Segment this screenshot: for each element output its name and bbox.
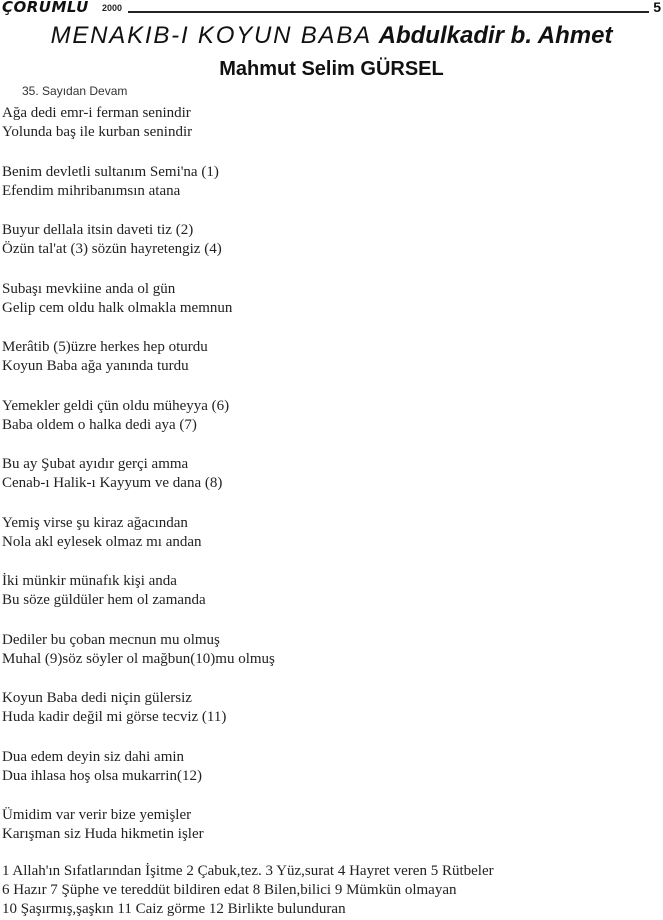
poem-body: [2, 104, 657, 865]
stanza: [2, 221, 657, 280]
poem-line: Koyun Baba ağa yanında turdu: [2, 358, 189, 374]
stanza: [2, 689, 657, 748]
poem-line: Karışman siz Huda hikmetin işler: [2, 826, 204, 842]
poem-line: Efendim mihribanımsın atana: [2, 182, 181, 199]
poem-line: Benim devletli sultanım Semi'na (1): [2, 163, 219, 180]
stanza: [2, 280, 657, 339]
stanza: [2, 455, 657, 514]
poem-line: Bu söze güldüler hem ol zamanda: [2, 592, 206, 608]
stanza: [2, 572, 657, 631]
title-author-original: Abdulkadir b. Ahmet: [378, 22, 613, 49]
stanza: [2, 104, 657, 163]
page-header: [0, 0, 663, 17]
poem-line: Subaşı mevkiine anda ol gün: [2, 280, 176, 297]
stanza: [2, 514, 657, 573]
poem-line: İki münkir münafık kişi anda: [2, 573, 177, 589]
article-title: [0, 22, 663, 50]
poem-line: Yolunda baş ile kurban senindir: [2, 124, 193, 140]
footnotes: [2, 862, 660, 919]
header-rule: [128, 11, 649, 13]
stanza: [2, 338, 657, 397]
continued-note: 35. Sayıdan Devam: [22, 84, 128, 98]
poem-line: Özün tal'at (3) sözün hayretengiz (4): [2, 241, 222, 257]
poem-line: Huda kadir değil mi görse tecviz (11): [2, 709, 227, 725]
footnote-line: 1 Allah'ın Sıfatlarından İşitme 2 Çabuk,tez. 3 Yüz,surat 4 Hayret veren 5 Rütbeler: [2, 863, 494, 879]
poem-line: Dediler bu çoban mecnun mu olmuş: [2, 631, 220, 648]
stanza: [2, 748, 657, 807]
stanza: [2, 397, 657, 456]
footnote-line: 10 Şaşırmış,şaşkın 11 Caiz görme 12 Birlikte bulunduran: [2, 901, 346, 917]
title-main: MENAKIB-I KOYUN BABA: [50, 22, 372, 49]
magazine-logo: ÇORUMLU: [2, 0, 89, 16]
poem-line: Gelip cem oldu halk olmakla memnun: [2, 299, 233, 316]
footnote-line: 6 Hazır 7 Şüphe ve tereddüt bildiren edat 8 Bilen,bilici 9 Mümkün olmayan: [2, 882, 457, 898]
poem-line: Koyun Baba dedi niçin gülersiz: [2, 690, 192, 706]
page-number: 5: [653, 0, 661, 15]
poem-line: Ağa dedi emr-i ferman senindir: [2, 105, 191, 121]
poem-line: Ümidim var verir bize yemişler: [2, 807, 192, 823]
stanza: [2, 631, 657, 690]
article-author: Mahmut Selim GÜRSEL: [219, 58, 444, 80]
stanza: [2, 163, 657, 222]
poem-line: Dua ihlasa hoş olsa mukarrin(12): [2, 767, 202, 784]
poem-line: Dua edem deyin siz dahi amin: [2, 748, 185, 765]
poem-line: Buyur dellala itsin daveti tiz (2): [2, 222, 194, 238]
poem-line: Nola akl eylesek olmaz mı andan: [2, 533, 202, 550]
poem-line: Yemiş virse şu kiraz ağacından: [2, 514, 188, 531]
poem-line: Bu ay Şubat ayıdır gerçi amma: [2, 456, 189, 472]
poem-line: Yemekler geldi çün oldu müheyya (6): [2, 397, 230, 414]
issue-year: 2000: [102, 3, 123, 13]
poem-line: Merâtib (5)üzre herkes hep oturdu: [2, 339, 208, 355]
poem-line: Cenab-ı Halik-ı Kayyum ve dana (8): [2, 475, 223, 491]
stanza: [2, 806, 657, 865]
poem-line: Muhal (9)söz söyler ol mağbun(10)mu olmuş: [2, 650, 275, 667]
poem-line: Baba oldem o halka dedi aya (7): [2, 416, 197, 433]
